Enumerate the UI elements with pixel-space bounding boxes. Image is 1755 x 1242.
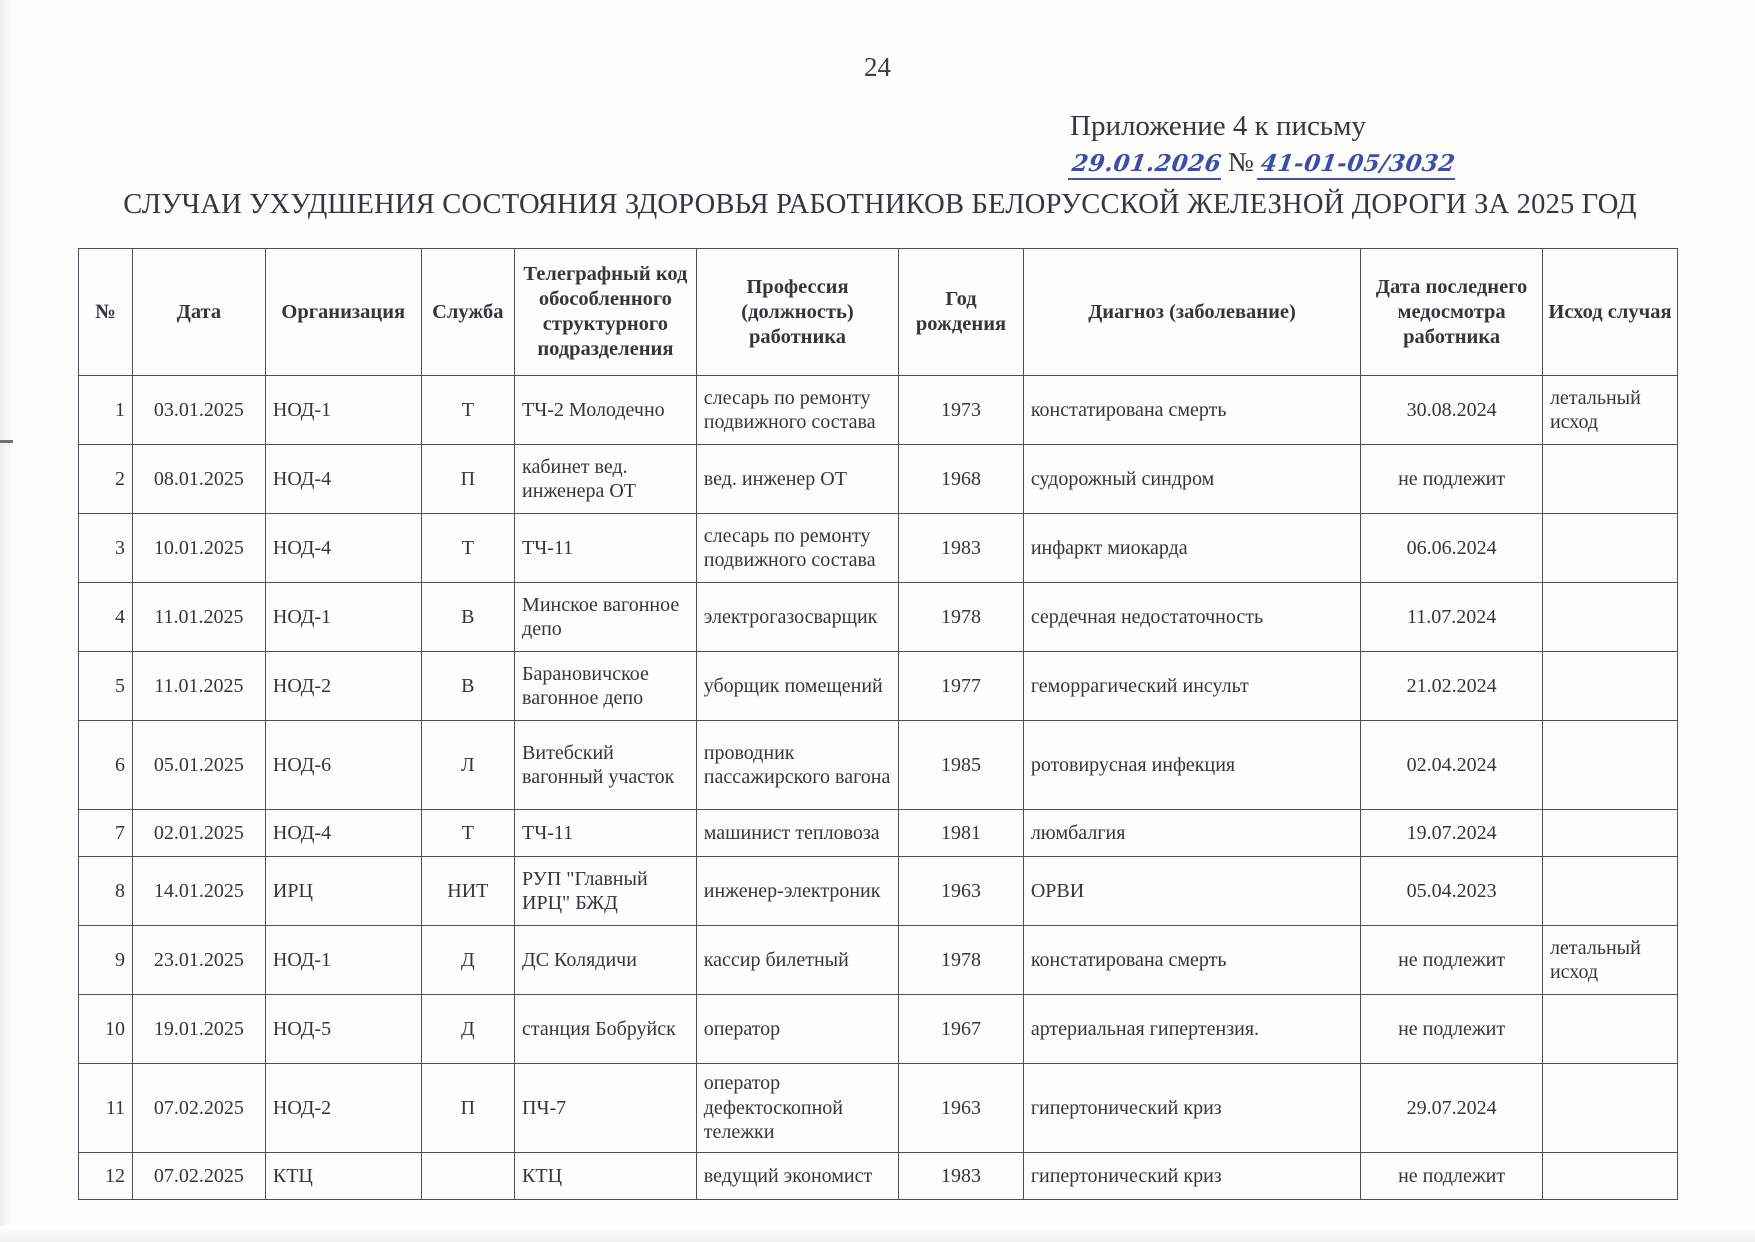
cell-profession: слесарь по ремонту подвижного состава	[696, 514, 898, 583]
cell-telegraph-code: ТЧ-2 Молодечно	[515, 376, 697, 445]
cell-date: 05.01.2025	[132, 721, 265, 810]
scan-edge-bottom	[0, 1226, 1755, 1242]
cell-last-medical-exam: не подлежит	[1361, 926, 1543, 995]
cell-outcome	[1542, 721, 1677, 810]
column-header-telegraph-code: Телеграфный код обособленного структурного подразделения	[515, 249, 697, 376]
cell-last-medical-exam: 06.06.2024	[1361, 514, 1543, 583]
cell-profession: ведущий экономист	[696, 1153, 898, 1200]
handwritten-date: 29.01.2026	[1068, 150, 1225, 180]
cell-service	[421, 1153, 514, 1200]
cell-profession: оператор	[696, 995, 898, 1064]
appendix-label: Приложение 4 к письму	[1070, 110, 1366, 142]
column-header-service: Служба	[421, 249, 514, 376]
cell-last-medical-exam: 29.07.2024	[1361, 1064, 1543, 1153]
cell-date: 23.01.2025	[132, 926, 265, 995]
column-header-date: Дата	[132, 249, 265, 376]
cell-num: 8	[79, 857, 133, 926]
cell-outcome	[1542, 857, 1677, 926]
cell-telegraph-code: ТЧ-11	[515, 514, 697, 583]
cell-last-medical-exam: 21.02.2024	[1361, 652, 1543, 721]
cell-diagnosis: сердечная недостаточность	[1023, 583, 1360, 652]
cell-outcome	[1542, 514, 1677, 583]
cell-last-medical-exam: не подлежит	[1361, 1153, 1543, 1200]
cell-org: НОД-4	[265, 514, 421, 583]
cell-service: Д	[421, 926, 514, 995]
cell-diagnosis: геморрагический инсульт	[1023, 652, 1360, 721]
cell-profession: уборщик помещений	[696, 652, 898, 721]
cell-birth-year: 1983	[899, 1153, 1024, 1200]
cell-outcome	[1542, 810, 1677, 857]
handwritten-document-number: 41-01-05/3032	[1257, 150, 1459, 180]
cell-service: Л	[421, 721, 514, 810]
cell-profession: машинист тепловоза	[696, 810, 898, 857]
cell-service: В	[421, 652, 514, 721]
cell-birth-year: 1978	[899, 926, 1024, 995]
cell-birth-year: 1963	[899, 857, 1024, 926]
table-row	[79, 652, 1678, 721]
column-header-organization: Организация	[265, 249, 421, 376]
scan-artifact-tick	[0, 440, 13, 443]
cell-org: НОД-2	[265, 652, 421, 721]
cell-num: 2	[79, 445, 133, 514]
column-header-diagnosis: Диагноз (заболевание)	[1023, 249, 1360, 376]
cell-last-medical-exam: 02.04.2024	[1361, 721, 1543, 810]
cell-profession: проводник пассажирского вагона	[696, 721, 898, 810]
cell-diagnosis: констатирована смерть	[1023, 376, 1360, 445]
cell-outcome	[1542, 583, 1677, 652]
cell-org: ИРЦ	[265, 857, 421, 926]
cell-outcome	[1542, 1153, 1677, 1200]
cell-birth-year: 1973	[899, 376, 1024, 445]
cell-last-medical-exam: не подлежит	[1361, 445, 1543, 514]
cell-telegraph-code: РУП "Главный ИРЦ" БЖД	[515, 857, 697, 926]
cell-num: 4	[79, 583, 133, 652]
cell-diagnosis: судорожный синдром	[1023, 445, 1360, 514]
cell-service: Т	[421, 376, 514, 445]
cell-outcome	[1542, 445, 1677, 514]
table-row	[79, 445, 1678, 514]
cell-last-medical-exam: не подлежит	[1361, 995, 1543, 1064]
cell-date: 07.02.2025	[132, 1064, 265, 1153]
cell-org: НОД-1	[265, 926, 421, 995]
cell-date: 07.02.2025	[132, 1153, 265, 1200]
cell-diagnosis: гипертонический криз	[1023, 1064, 1360, 1153]
cell-birth-year: 1983	[899, 514, 1024, 583]
cell-birth-year: 1967	[899, 995, 1024, 1064]
cell-org: НОД-5	[265, 995, 421, 1064]
cell-telegraph-code: Витебский вагонный участок	[515, 721, 697, 810]
health-incidents-table	[78, 248, 1678, 1200]
cell-num: 5	[79, 652, 133, 721]
cell-telegraph-code: Барановичское вагонное депо	[515, 652, 697, 721]
cell-profession: слесарь по ремонту подвижного состава	[696, 376, 898, 445]
cell-profession: электрогазосварщик	[696, 583, 898, 652]
cell-profession: вед. инженер ОТ	[696, 445, 898, 514]
column-header-birth-year: Год рождения	[899, 249, 1024, 376]
cell-date: 11.01.2025	[132, 583, 265, 652]
appendix-reference-block	[1070, 110, 1500, 180]
table-row	[79, 583, 1678, 652]
document-title: СЛУЧАИ УХУДШЕНИЯ СОСТОЯНИЯ ЗДОРОВЬЯ РАБОТНИКОВ БЕЛОРУССКОЙ ЖЕЛЕЗНОЙ ДОРОГИ ЗА 2025 ГОД	[123, 189, 1637, 220]
cell-num: 10	[79, 995, 133, 1064]
cell-service: Т	[421, 514, 514, 583]
cell-org: КТЦ	[265, 1153, 421, 1200]
cell-service: Д	[421, 995, 514, 1064]
cell-diagnosis: инфаркт миокарда	[1023, 514, 1360, 583]
page-number: 24	[864, 52, 891, 82]
cell-profession: оператор дефектоскопной тележки	[696, 1064, 898, 1153]
column-header-number: №	[79, 249, 133, 376]
cell-last-medical-exam: 19.07.2024	[1361, 810, 1543, 857]
cell-birth-year: 1963	[899, 1064, 1024, 1153]
cell-date: 02.01.2025	[132, 810, 265, 857]
cell-num: 11	[79, 1064, 133, 1153]
cell-num: 7	[79, 810, 133, 857]
cell-diagnosis: ротовирусная инфекция	[1023, 721, 1360, 810]
table-row	[79, 721, 1678, 810]
cell-service: П	[421, 445, 514, 514]
cell-service: В	[421, 583, 514, 652]
cell-service: НИТ	[421, 857, 514, 926]
cell-diagnosis: констатирована смерть	[1023, 926, 1360, 995]
cell-last-medical-exam: 05.04.2023	[1361, 857, 1543, 926]
cell-org: НОД-6	[265, 721, 421, 810]
cell-telegraph-code: кабинет вед. инженера ОТ	[515, 445, 697, 514]
scan-edge-left	[0, 0, 14, 1242]
column-header-last-medical-exam: Дата последнего медосмотра работника	[1361, 249, 1543, 376]
cell-outcome	[1542, 995, 1677, 1064]
table-row	[79, 810, 1678, 857]
cell-org: НОД-4	[265, 445, 421, 514]
cell-profession: кассир билетный	[696, 926, 898, 995]
cell-org: НОД-4	[265, 810, 421, 857]
cell-outcome	[1542, 1064, 1677, 1153]
cell-diagnosis: люмбалгия	[1023, 810, 1360, 857]
table-body	[79, 376, 1678, 1200]
cell-diagnosis: гипертонический криз	[1023, 1153, 1360, 1200]
numero-sign: №	[1228, 147, 1254, 177]
cell-org: НОД-1	[265, 376, 421, 445]
cell-outcome: летальный исход	[1542, 926, 1677, 995]
cell-org: НОД-1	[265, 583, 421, 652]
table-row	[79, 857, 1678, 926]
cell-date: 03.01.2025	[132, 376, 265, 445]
cell-birth-year: 1968	[899, 445, 1024, 514]
cell-birth-year: 1977	[899, 652, 1024, 721]
column-header-profession: Профессия (должность) работника	[696, 249, 898, 376]
table-row	[79, 376, 1678, 445]
cell-num: 1	[79, 376, 133, 445]
cell-birth-year: 1981	[899, 810, 1024, 857]
cell-date: 19.01.2025	[132, 995, 265, 1064]
cell-outcome: летальный исход	[1542, 376, 1677, 445]
cell-last-medical-exam: 30.08.2024	[1361, 376, 1543, 445]
table-row	[79, 926, 1678, 995]
cell-telegraph-code: Минское вагонное депо	[515, 583, 697, 652]
cell-num: 9	[79, 926, 133, 995]
appendix-number-line	[1070, 147, 1500, 180]
cell-profession: инженер-электроник	[696, 857, 898, 926]
table-row	[79, 1153, 1678, 1200]
table-header-row	[79, 249, 1678, 376]
cell-birth-year: 1978	[899, 583, 1024, 652]
table-row	[79, 514, 1678, 583]
cell-diagnosis: ОРВИ	[1023, 857, 1360, 926]
cell-telegraph-code: КТЦ	[515, 1153, 697, 1200]
table-header	[79, 249, 1678, 376]
cell-date: 10.01.2025	[132, 514, 265, 583]
column-header-outcome: Исход случая	[1542, 249, 1677, 376]
cell-date: 14.01.2025	[132, 857, 265, 926]
cell-date: 08.01.2025	[132, 445, 265, 514]
cell-telegraph-code: станция Бобруйск	[515, 995, 697, 1064]
cell-last-medical-exam: 11.07.2024	[1361, 583, 1543, 652]
cell-telegraph-code: ПЧ-7	[515, 1064, 697, 1153]
cell-date: 11.01.2025	[132, 652, 265, 721]
cell-num: 6	[79, 721, 133, 810]
cell-service: П	[421, 1064, 514, 1153]
cell-org: НОД-2	[265, 1064, 421, 1153]
table-row	[79, 1064, 1678, 1153]
cell-telegraph-code: ТЧ-11	[515, 810, 697, 857]
table-row	[79, 995, 1678, 1064]
cell-num: 3	[79, 514, 133, 583]
cell-service: Т	[421, 810, 514, 857]
cell-outcome	[1542, 652, 1677, 721]
cell-num: 12	[79, 1153, 133, 1200]
cell-telegraph-code: ДС Колядичи	[515, 926, 697, 995]
cell-birth-year: 1985	[899, 721, 1024, 810]
cell-diagnosis: артериальная гипертензия.	[1023, 995, 1360, 1064]
